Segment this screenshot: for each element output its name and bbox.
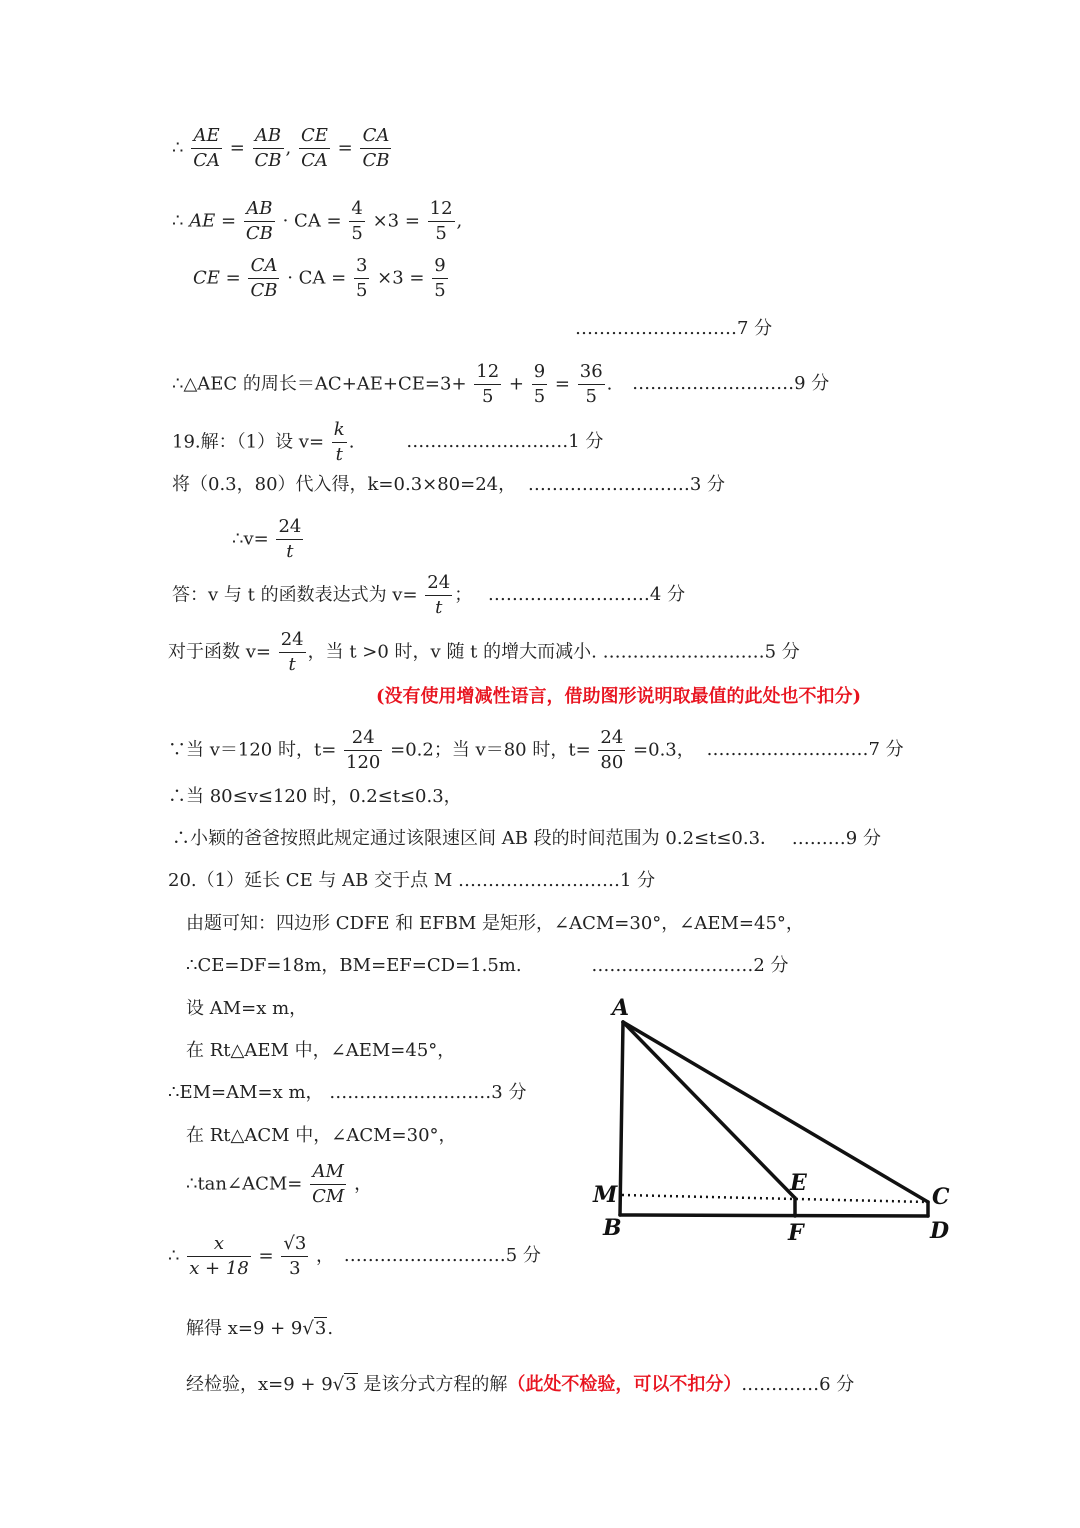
fraction: $\frac{CE}{CA}$ xyxy=(301,125,328,171)
line-v-formula: ∴v= $\frac{24}{t}$ xyxy=(232,516,302,562)
fraction: $\frac{24}{80}$ xyxy=(600,727,624,773)
fraction: $\frac{9}{5}$ xyxy=(533,361,546,407)
fraction: $\frac{√3}{3}$ xyxy=(283,1233,307,1279)
fraction: $\frac{AE}{CA}$ xyxy=(193,125,220,171)
label-d: D xyxy=(930,1218,950,1244)
label-f: F xyxy=(788,1220,804,1246)
line-equation: ∴ $\frac{x}{x + 18}$ = $\frac{√3}{3}$ ， ………………………5 分 xyxy=(168,1233,541,1279)
score-mark: ………………………4 分 xyxy=(487,584,686,606)
score-mark: ………………………2 分 xyxy=(591,955,789,976)
line-substitute: 将（0.3，80）代入得，k=0.3×80=24， ………………………3 分 xyxy=(172,474,726,495)
fraction: $\frac{12}{5}$ xyxy=(429,198,453,244)
line-ce-calc: CE = $\frac{CA}{CB}$ · CA = $\frac{3}{5}$ ×3 = $\frac{9}{5}$ xyxy=(193,255,446,301)
line-range: ∴当 80≤v≤120 时，0.2≤t≤0.3， xyxy=(168,786,462,807)
score-mark: ………………………5 分 xyxy=(343,1245,541,1267)
line-time-values: ∵当 v＝120 时，t= $\frac{24}{120}$ =0.2；当 v＝80 时，t= $\frac{24}{80}$ =0.3， ………………………7 分 xyxy=(168,727,904,773)
fraction: $\frac{24}{120}$ xyxy=(346,727,381,773)
score-mark: ………………………1 分 xyxy=(458,870,656,891)
fraction: $\frac{k}{t}$ xyxy=(333,419,345,465)
fraction: $\frac{24}{t}$ xyxy=(278,516,302,562)
line-let-am: 设 AM=x m， xyxy=(186,998,308,1019)
line-em-am: ∴EM=AM=x m， ………………………3 分 xyxy=(168,1082,527,1103)
fraction: $\frac{36}{5}$ xyxy=(579,361,603,407)
line-solution: 解得 x=9 + 9√3. xyxy=(186,1318,334,1339)
label-b: B xyxy=(603,1215,622,1241)
segment-ab xyxy=(620,1022,623,1215)
label-c: C xyxy=(932,1184,950,1210)
fraction: $\frac{24}{t}$ xyxy=(280,629,304,675)
segment-ac xyxy=(623,1022,928,1202)
grading-note: （此处不检验，可以不扣分） xyxy=(507,1374,742,1395)
score-mark: …………6 分 xyxy=(747,1374,855,1395)
fraction: $\frac{AB}{CB}$ xyxy=(245,198,273,244)
fraction: $\frac{24}{t}$ xyxy=(427,572,451,618)
score-mark: ………………………9 分 xyxy=(632,373,830,395)
label-e: E xyxy=(790,1170,807,1196)
score-mark: ………………………5 分 xyxy=(602,641,800,663)
line-perimeter: ∴△AEC 的周长＝AC+AE+CE=3+ $\frac{12}{5}$ + $\frac{9}{5}$ = $\frac{36}{5}$ . ………………………9 分 xyxy=(172,361,830,407)
fraction: $\frac{x}{x + 18}$ xyxy=(189,1233,249,1279)
line-given: 由题可知：四边形 CDFE 和 EFBM 是矩形，∠ACM=30°，∠AEM=45°， xyxy=(186,913,804,934)
label-m: M xyxy=(593,1182,618,1208)
line-rt-acm: 在 Rt△ACM 中，∠ACM=30°， xyxy=(186,1125,457,1146)
line-ae-calc: ∴ AE = $\frac{AB}{CB}$ · CA = $\frac{4}{5}$ ×3 = $\frac{12}{5}$ , xyxy=(172,198,463,244)
grading-note: (没有使用增减性语言，借助图形说明取最值的此处也不扣分) xyxy=(376,686,862,707)
line-conclusion: ∴小颖的爸爸按照此规定通过该限速区间 AB 段的时间范围为 0.2≤t≤0.3． ………9 分 xyxy=(172,828,881,849)
score-mark: ………………………3 分 xyxy=(329,1082,527,1103)
score-mark: ………………………3 分 xyxy=(527,474,726,495)
segment-bd xyxy=(620,1215,928,1216)
fraction: $\frac{AM}{CM}$ xyxy=(312,1161,345,1207)
score-mark: ………………………7 分 xyxy=(575,318,773,339)
fraction: $\frac{AB}{CB}$ xyxy=(254,125,282,171)
line-answer: 答：v 与 t 的函数表达式为 v= $\frac{24}{t}$ ； ………………………4 分 xyxy=(172,572,686,618)
dotted-mc xyxy=(622,1195,928,1202)
fraction: $\frac{CA}{CB}$ xyxy=(362,125,390,171)
fraction: $\frac{9}{5}$ xyxy=(434,255,446,301)
geometry-figure xyxy=(580,990,980,1250)
line-q20-start: 20.（1）延长 CE 与 AB 交于点 M ………………………1 分 xyxy=(168,870,656,891)
line-q19-setup: 19.解：（1）设 v= $\frac{k}{t}$ . ………………………1 分 xyxy=(172,419,604,465)
line-ratio-equation: ∴ $\frac{AE}{CA}$ = $\frac{AB}{CB}$ , $\frac{CE}{CA}$ = $\frac{CA}{CB}$ xyxy=(172,125,390,171)
fraction: $\frac{CA}{CB}$ xyxy=(250,255,278,301)
line-rt-aem: 在 Rt△AEM 中，∠AEM=45°， xyxy=(186,1040,456,1061)
sqrt-sign: √ xyxy=(302,1318,314,1339)
fraction: $\frac{3}{5}$ xyxy=(355,255,368,301)
score-mark: ………9 分 xyxy=(791,828,881,849)
score-mark: ………………………1 分 xyxy=(406,431,604,453)
sqrt-sign: √ xyxy=(332,1374,345,1395)
line-tan: ∴tan∠ACM= $\frac{AM}{CM}$ ， xyxy=(186,1161,373,1207)
label-a: A xyxy=(612,995,630,1021)
line-monotonic: 对于函数 v= $\frac{24}{t}$ ，当 t >0 时，v 随 t 的增大而减小. ………………………5 分 xyxy=(168,629,800,675)
line-check: 经检验，x=9 + 9√3 是该分式方程的解（此处不检验，可以不扣分）.…………6 分 xyxy=(186,1374,855,1395)
fraction: $\frac{4}{5}$ xyxy=(351,198,363,244)
score-mark: ………………………7 分 xyxy=(706,739,904,761)
therefore-symbol: ∴ xyxy=(172,137,184,159)
fraction: $\frac{12}{5}$ xyxy=(476,361,500,407)
line-lengths: ∴CE=DF=18m，BM=EF=CD=1.5m. ………………………2 分 xyxy=(186,955,789,976)
